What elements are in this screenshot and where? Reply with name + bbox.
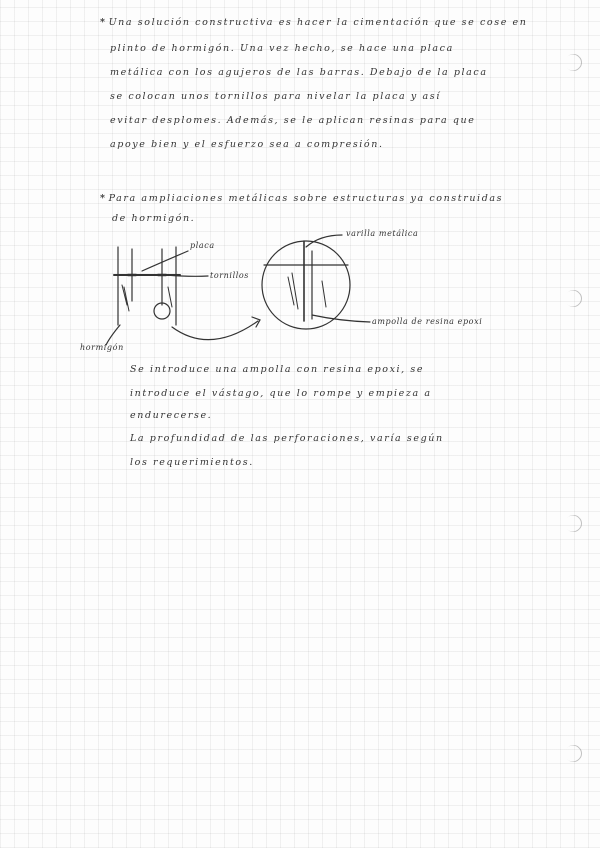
text-line: los requerimientos.	[130, 457, 254, 468]
label-ampolla-resina: ampolla de resina epoxi	[372, 317, 483, 326]
bullet-mark: *	[100, 193, 107, 204]
text-line	[100, 17, 527, 28]
text-line: metálica con los agujeros de las barras. Debajo de la placa	[110, 67, 488, 78]
text-line: de hormigón.	[112, 213, 196, 224]
leader-placa	[142, 251, 188, 271]
label-varilla-metalica: varilla metálica	[346, 229, 419, 238]
hatch-marks	[122, 285, 172, 311]
leader-tornillos	[166, 275, 208, 276]
margin-hole-mark	[561, 50, 585, 74]
anchor-sketch	[80, 225, 540, 365]
text-line-content: Una solución constructiva es hacer la cimentación que se cose en	[108, 17, 528, 28]
text-line: La profundidad de las perforaciones, varía según	[130, 433, 444, 444]
leader-hormigon	[106, 325, 120, 345]
label-tornillos: tornillos	[210, 271, 250, 280]
text-line: introduce el vástago, que lo rompe y empieza a	[130, 388, 432, 399]
bullet-mark: *	[100, 17, 107, 28]
text-line: apoye bien y el esfuerzo sea a compresión.	[110, 139, 384, 150]
text-line: Se introduce una ampolla con resina epoxi, se	[130, 364, 425, 375]
margin-hole-mark	[561, 741, 585, 765]
text-line: evitar desplomes. Además, se le aplican resinas para que	[110, 115, 476, 126]
margin-hole-mark	[561, 286, 585, 310]
label-hormigon: hormigón	[80, 343, 124, 352]
leader-ampolla	[312, 315, 370, 322]
anchor-diagram	[80, 225, 540, 365]
text-line: endurecerse.	[130, 410, 213, 421]
zoom-arrow	[172, 321, 258, 340]
zoom-circle	[262, 241, 350, 329]
text-line-content: Para ampliaciones metálicas sobre estructuras ya construidas	[108, 193, 504, 204]
text-line: plinto de hormigón. Una vez hecho, se hace una placa	[110, 43, 454, 54]
text-line	[100, 193, 503, 204]
text-line: se colocan unos tornillos para nivelar la placa y así	[110, 91, 441, 102]
label-placa: placa	[190, 241, 215, 250]
zoom-hatch	[288, 273, 326, 309]
margin-hole-mark	[561, 511, 585, 535]
